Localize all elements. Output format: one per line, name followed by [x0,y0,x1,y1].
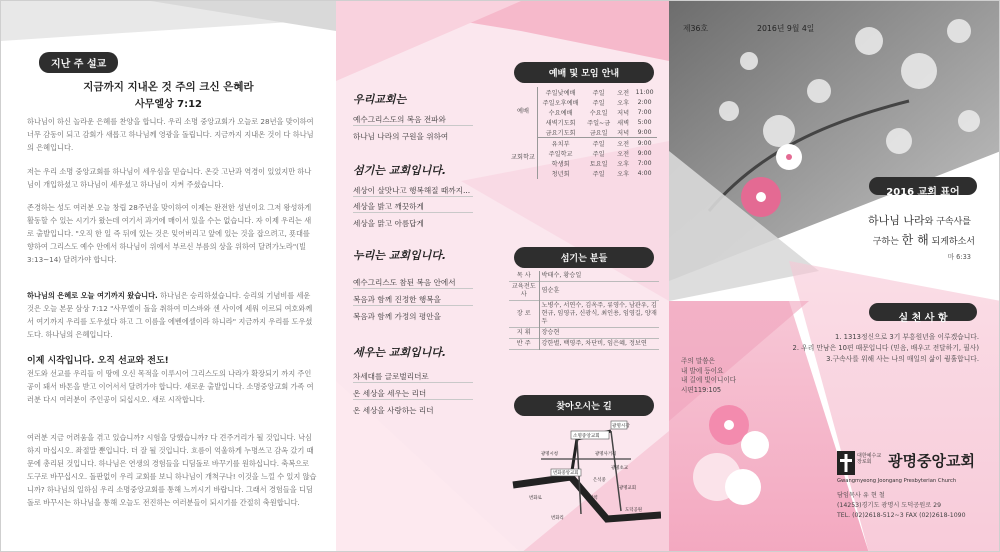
staff-row [509,271,659,282]
schedule-cell: 주일학교 [548,150,573,158]
vision-3-line-1: 예수그리스도 참된 복음 안에서 [353,278,456,287]
action-item: 3.구속사를 위해 사는 나의 매일의 삶이 퀑훌합니다. [826,355,979,363]
actions-heading: 실 천 사 항 [898,313,948,324]
schedule-row [509,87,657,97]
location-map [511,419,661,531]
schedule-row [509,138,657,148]
motto-reference: 마 6:33 [947,253,971,261]
verse-line: 내 길에 빛이니이다 [681,376,737,384]
schedule-table [509,87,657,179]
schedule-cell: 주일~금 [587,120,611,128]
divider [353,125,473,126]
schedule-cell: 4:00 [637,170,652,178]
schedule-cell: 11:00 [635,88,654,96]
verse-line: 내 발에 등이요 [681,366,724,375]
staff-heading: 섬기는 분들 [514,247,654,268]
staff-row [509,301,659,328]
schedule-cell: 수요예배 [548,109,573,117]
schedule-heading: 예배 및 모임 안내 [514,62,654,83]
vision-3-line-3: 복음과 함께 가정의 평안을 [353,312,441,321]
schedule-cell: 오전 [617,89,630,97]
verse [681,357,736,395]
schedule-cell: 오전 [617,150,630,158]
map-label-church: 소명중앙교회 [573,434,600,439]
staff-role: 교육전도사 [509,282,539,301]
motto-line-2 [873,231,975,248]
divider [353,212,473,213]
sermon-panel [1,1,336,552]
schedule-cell: 2:00 [637,98,652,106]
phone: TEL. (02)2618-512~3 FAX (02)2618-1090 [837,512,966,519]
map-label-10: 광명교회 [619,486,636,491]
vision-heading-1: 우리교회는 [353,93,407,106]
actions-list [749,332,979,365]
sermon-reference: 사무엘상 7:12 [135,99,202,110]
sermon-para-6: 여러분 지금 어려움을 겪고 있습니까? 시험을 당했습니까? 다 견주거리가 될 것입니다. 낙심하지 마십시오. 좌절말 뿐입니다. 더 잘 될 것입니다. 흐름이 억울하게 누명쓰고 감옥 갔기 때문에 총리된 것입니다. 하나님은 연생의 경험들을 디딤돌로 바꾸기를 원하십니다. 축복으로 도구로 바꾸십시오. 돌판없이 우리 교회를 보니 하나님이 개척구나! 이것을 느낄 수 있지 않습니까? 하나님의 일하심 우리 소명중앙교회를 통해 느끼시기 바랍니다. 그래서 경험들을 디딤돌로 바꾸시는 하나님을 통해 오늘도 전진하는 여러분들이 되시기를 간절히 축원합니다. [27,433,317,507]
action-item: 1. 1313정신으로 3기 부흥원년을 이루겠습니다. [835,333,979,341]
cover-panel [669,1,1000,552]
motto-heading: 2016 교회 표어 [886,187,960,198]
schedule-group-label: 교회학교 [509,138,537,179]
church-name: 광명중앙교회 [888,452,975,470]
schedule-cell: 5:00 [637,119,652,127]
vision-4-line-2: 온 세상을 세우는 리더 [353,389,427,398]
schedule-cell: 주일 [592,150,605,158]
church-contact [837,491,966,521]
staff-names: 박태수, 황승일 [541,272,582,279]
denomination: 대한예수교 장로회 [857,453,882,465]
issue-date: 2016년 9월 4일 [757,24,815,33]
staff-row [509,339,659,350]
schedule-cell: 9:00 [637,139,652,147]
schedule-cell: 새벽 [617,120,630,128]
divider [353,196,473,197]
church-logo-icon [837,451,855,475]
sermon-para-4-bold: 하나님의 은혜로 오늘 여기까지 왔습니다. [27,291,158,300]
vision-2-line-3: 세상을 맑고 아름답게 [353,219,424,228]
address: (14253)경기도 광명시 도덕공원로 29 [837,502,942,509]
sermon-title: 지금까지 지내온 것 주의 크신 은혜라 [83,81,254,93]
schedule-cell: 저녁 [617,109,630,117]
divider [353,288,473,289]
schedule-cell: 오전 [617,140,630,148]
staff-names: 염순훈 [541,287,560,294]
divider [353,305,473,306]
issue-number: 제36호 [683,24,708,33]
staff-role: 반 주 [509,339,539,350]
schedule-group-label: 예배 [509,87,537,138]
schedule-cell: 주일 [592,171,605,179]
location-heading: 찾아오시는 길 [514,395,654,416]
church-name-english: Gwangmyeong Joongang Presbyterian Church [837,478,957,484]
schedule-cell: 주일오후예배 [542,99,579,107]
schedule-cell: 오후 [617,171,630,179]
staff-names: 장승현 [541,329,560,336]
verse-line: 주의 말씀은 [681,357,715,365]
schedule-cell: 9:00 [632,128,657,138]
map-label-1: 광명시장 [612,424,630,429]
verse-reference: 시편119:105 [681,385,722,394]
vision-2-line-2: 세상을 밝고 깨끗하게 [353,202,424,211]
schedule-cell: 오후 [617,160,630,168]
vision-panel [336,1,669,552]
staff-role: 목 사 [509,271,539,282]
staff-row [509,328,659,339]
schedule-cell: 7:00 [637,159,652,167]
map-label-8: 도덕공원 [625,508,642,513]
motto-line-2-a: 구하는 [872,237,902,247]
sermon-para-4-text: 하나님은 승리하셨습니다. 승리의 기념비를 세운 것은 오늘 본문 삼상 7:12 "사무엘이 돌을 취하여 미스바와 센 사이에 세워 이르되 여호와께서 여기까지 우리를 도우셨다 하고 그 이름을 에벤에셀이라 하니라" 지금까지 우리를 도우셨도다. 하나님의 은혜입니다. [27,291,313,339]
schedule-cell: 주일 [592,99,605,107]
motto-line-1-a: 하나님 나라 [868,214,925,227]
staff-table [509,271,659,350]
sermon-para-4 [27,289,317,341]
vision-heading-4: 세우는 교회입니다. [353,346,447,359]
motto-line-1 [868,212,971,228]
staff-role: 장 로 [509,301,539,328]
sermon-para-1: 하나님이 하신 놀라운 은혜를 찬양을 합니다. 우리 소명 중앙교회가 오늘로 28년을 맞이하여 너무 감동이 되고 감회가 새롭고 하나님께 영광을 돌립니다. 지금까지 지내온 것이 다 하나님의 은혜입니다. [27,117,314,152]
divider [353,382,473,383]
pastor: 담임목사 유 현 철 [837,492,885,499]
schedule-cell: 학생회 [551,160,570,168]
map-label-6: 은석중 [593,478,606,483]
schedule-cell: 주일 [592,140,605,148]
sermon-para-5: 전도와 선교를 우리들 이 땅에 오신 목적을 이루시어 그리스도의 나라가 확장되기 까지 주인공이 돼서 바톤을 받고 이어서서 달려가야 합니다. 새로운 출발입니다. 소명중앙교회 가족 여러분 다시 여러분이 주인공이 되십시오. 새로 시작합니다. [27,369,314,404]
map-label-9: 철산역 [585,496,598,501]
vision-heading-3: 누리는 교회입니다. [353,249,447,262]
vision-1-line-2: 하나님 나라의 구원을 위하여 [353,132,449,141]
action-item: 2. 우리 만남은 10편 때문입니다 (믿음, 배우고 전달하기, 필사) [792,344,979,352]
sermon-subheading: 이제 시작입니다. 오직 선교와 전도! [27,356,169,366]
map-label-2: 번화중앙교회 [553,471,579,476]
map-label-5: 번화로 [529,496,542,501]
vision-4-line-3: 온 세상을 사랑하는 리더 [353,406,434,415]
schedule-cell: 새벽기도회 [545,120,576,128]
divider [353,399,473,400]
schedule-cell: 7:00 [637,108,652,116]
map-label-3: 광명시청 [541,452,558,457]
motto-line-2-c: 되게하소서 [928,237,975,247]
map-label-11: 번화리 [551,516,564,521]
schedule-cell: 오후 [617,99,630,107]
staff-row [509,282,659,301]
staff-names: 노병수, 서연수, 김옥주, 류영수, 남관우, 김현규, 임영규, 신광식, 최인용, 임영길, 양재두 [541,302,657,325]
sermon-heading: 지난 주 설교 [39,52,118,73]
vision-3-line-2: 복음과 함께 진정한 행복을 [353,295,441,304]
staff-role: 지 휘 [509,328,539,339]
map-label-4: 광명사거리 [595,452,617,457]
schedule-cell: 청년회 [551,171,570,179]
sermon-para-3: 존경하는 성도 여러분 오늘 창립 28주년을 맞이하여 이제는 완전한 성년이요 그저 왕성하게 활동할 수 있는 시기가 왔는데 여기서 과거에 매이서 있을 수는 없습니다. 자 이제 우리는 새로 출발입니다. "오직 한 일 즉 뒤에 있는 것은 잊어버리고 앞에 있는 것을 잡으려고, 푯대를 향하여 그리스도 예수 안에서 하나님이 위에서 부르신 부름의 상을 위하여 달려가노라"(빌3:13~14) 달려가야 합니다. [27,203,312,264]
vision-4-line-1: 차세대를 글로벌리더로 [353,372,429,381]
schedule-cell: 토요일 [589,160,608,168]
motto-line-2-b: 한 해 [901,233,929,247]
schedule-cell: 주일 [592,89,605,97]
schedule-cell: 9:00 [637,149,652,157]
vision-1-line-1: 예수그리스도의 복음 전파와 [353,115,446,124]
schedule-cell: 유치부 [551,140,570,148]
vision-heading-2: 섬기는 교회입니다. [353,164,447,177]
schedule-cell: 수요일 [589,109,608,117]
schedule-cell: 금요기도회 [537,128,583,138]
motto-line-1-b: 와 구속사를 [924,217,971,227]
schedule-cell: 금요일 [583,128,614,138]
schedule-cell: 저녁 [614,128,632,138]
sermon-para-2: 저는 우리 소명 중앙교회를 하나님이 세우심을 믿습니다. 온갖 고난과 역경이 있었지만 하나님이 개입하셨고 하나님이 세우셨고 하나님이 지켜 주셨습니다. [27,167,312,189]
map-label-7: 광명초교 [611,466,628,471]
staff-names: 강한별, 백영주, 차단비, 임은혜, 정보연 [541,340,647,347]
vision-2-line-1: 세상이 살맛나고 행복해질 때까지... [353,186,471,195]
schedule-cell: 주일낮예배 [545,89,576,97]
